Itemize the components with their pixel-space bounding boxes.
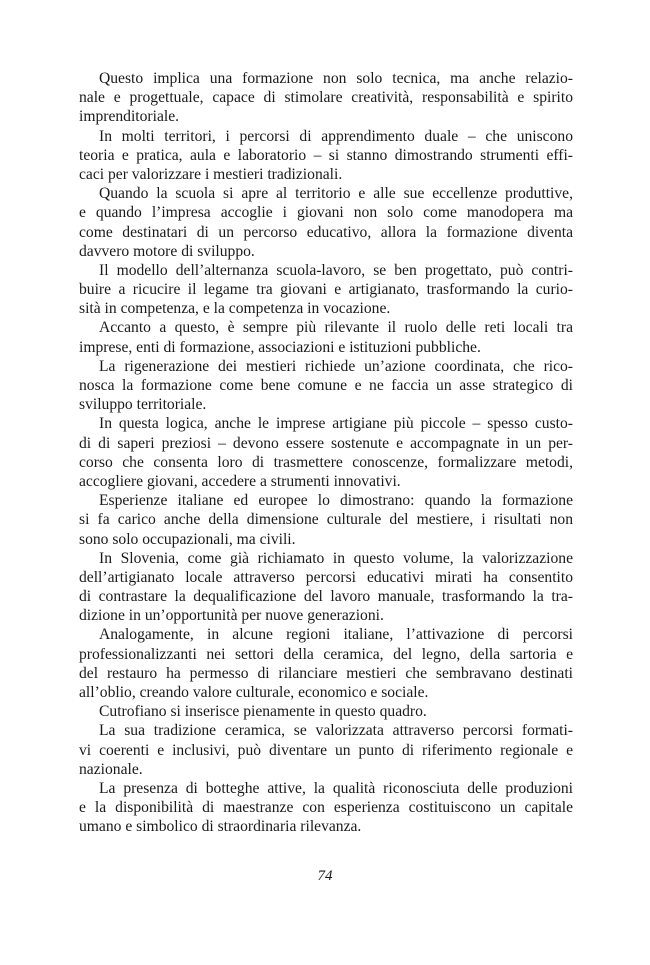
text-line: come destinatari di un percorso educativo, allora la formazione diventa	[79, 223, 573, 241]
text-line: In molti territori, i percorsi di apprendimento duale – che uniscono	[99, 127, 573, 145]
text-line: dizione in un’opportunità per nuove generazioni.	[79, 607, 384, 625]
paragraph	[79, 318, 573, 356]
paragraph	[79, 491, 573, 549]
paragraph	[79, 702, 573, 721]
text-line: si fa carico anche della dimensione culturale del mestiere, i risultati non	[79, 511, 573, 529]
text-line: La presenza di botteghe attive, la qualità riconosciuta delle produzioni	[99, 779, 573, 797]
text-line: Accanto a questo, è sempre più rilevante il ruolo delle reti locali tra	[99, 319, 573, 337]
text-line: professionalizzanti nei settori della ceramica, del legno, della sartoria e	[79, 645, 573, 663]
paragraph	[79, 127, 573, 185]
text-line: accogliere giovani, accedere a strumenti innovativi.	[79, 472, 401, 490]
text-line: Questo implica una formazione non solo tecnica, ma anche relazio-	[99, 70, 573, 87]
paragraph	[79, 549, 573, 626]
paragraph	[79, 721, 573, 779]
paragraph	[79, 261, 573, 319]
text-line: umano e simbolico di straordinaria rilevanza.	[79, 818, 362, 836]
text-line: caci per valorizzare i mestieri tradizionali.	[79, 165, 343, 183]
page-number: 74	[317, 868, 333, 884]
text-line: Il modello dell’alternanza scuola-lavoro, se ben progettato, può contri-	[99, 261, 573, 279]
paragraph	[79, 184, 573, 261]
text-line: buire a ricucire il legame tra giovani e artigianato, trasformando la curio-	[79, 281, 573, 299]
text-line: teoria e pratica, aula e laboratorio – si stanno dimostrando strumenti effi-	[79, 146, 573, 164]
text-line: nale e progettuale, capace di stimolare creatività, responsabilità e spirito	[79, 89, 573, 107]
paragraph	[79, 625, 573, 702]
text-line: vi coerenti e inclusivi, può diventare un punto di riferimento regionale e	[79, 741, 573, 759]
text-line: Quando la scuola si apre al territorio e alle sue eccellenze produttive,	[99, 185, 573, 203]
text-line: del restauro ha permesso di rilanciare mestieri che sembravano destinati	[79, 664, 573, 682]
text-line: di di saperi preziosi – devono essere sostenute e accompagnate in un per-	[79, 434, 573, 452]
text-line: corso che consenta loro di trasmettere conoscenze, formalizzare metodi,	[79, 453, 573, 471]
text-line: La rigenerazione dei mestieri richiede un’azione coordinata, che rico-	[99, 357, 573, 375]
text-line: Esperienze italiane ed europee lo dimostrano: quando la formazione	[99, 492, 573, 510]
text-line: di contrastare la dequalificazione del lavoro manuale, trasformando la tra-	[79, 588, 573, 606]
text-line: dell’artigianato locale attraverso percorsi educativi mirati ha consentito	[79, 568, 573, 586]
text-line: nazionale.	[79, 760, 143, 778]
text-line: all’oblio, creando valore culturale, economico e sociale.	[79, 684, 429, 701]
paragraph	[79, 69, 573, 127]
text-line: nosca la formazione come bene comune e ne faccia un asse strategico di	[79, 377, 573, 394]
paragraph	[79, 357, 573, 415]
text-line: In Slovenia, come già richiamato in questo volume, la valorizzazione	[99, 549, 573, 567]
text-line: davvero motore di sviluppo.	[79, 242, 255, 260]
text-line: La sua tradizione ceramica, se valorizzata attraverso percorsi formati-	[99, 722, 573, 740]
text-line: e quando l’impresa accoglie i giovani non solo come manodopera ma	[79, 204, 573, 222]
text-line: imprenditoriale.	[79, 108, 180, 126]
text-line: e la disponibilità di maestranze con esperienza costituiscono un capitale	[79, 799, 573, 817]
text-line: In questa logica, anche le imprese artigiane più piccole – spesso custo-	[99, 415, 573, 433]
text-line: sono solo occupazionali, ma civili.	[79, 530, 296, 548]
body-text	[79, 69, 573, 837]
paragraph	[79, 779, 573, 837]
text-line: sità in competenza, e la competenza in vocazione.	[79, 300, 391, 318]
text-line: Cutrofiano si inserisce pienamente in questo quadro.	[99, 703, 427, 721]
text-line: imprese, enti di formazione, associazioni e istituzioni pubbliche.	[79, 338, 481, 356]
text-line: Analogamente, in alcune regioni italiane, l’attivazione di percorsi	[99, 626, 573, 644]
paragraph	[79, 414, 573, 491]
text-line: sviluppo territoriale.	[79, 396, 207, 414]
